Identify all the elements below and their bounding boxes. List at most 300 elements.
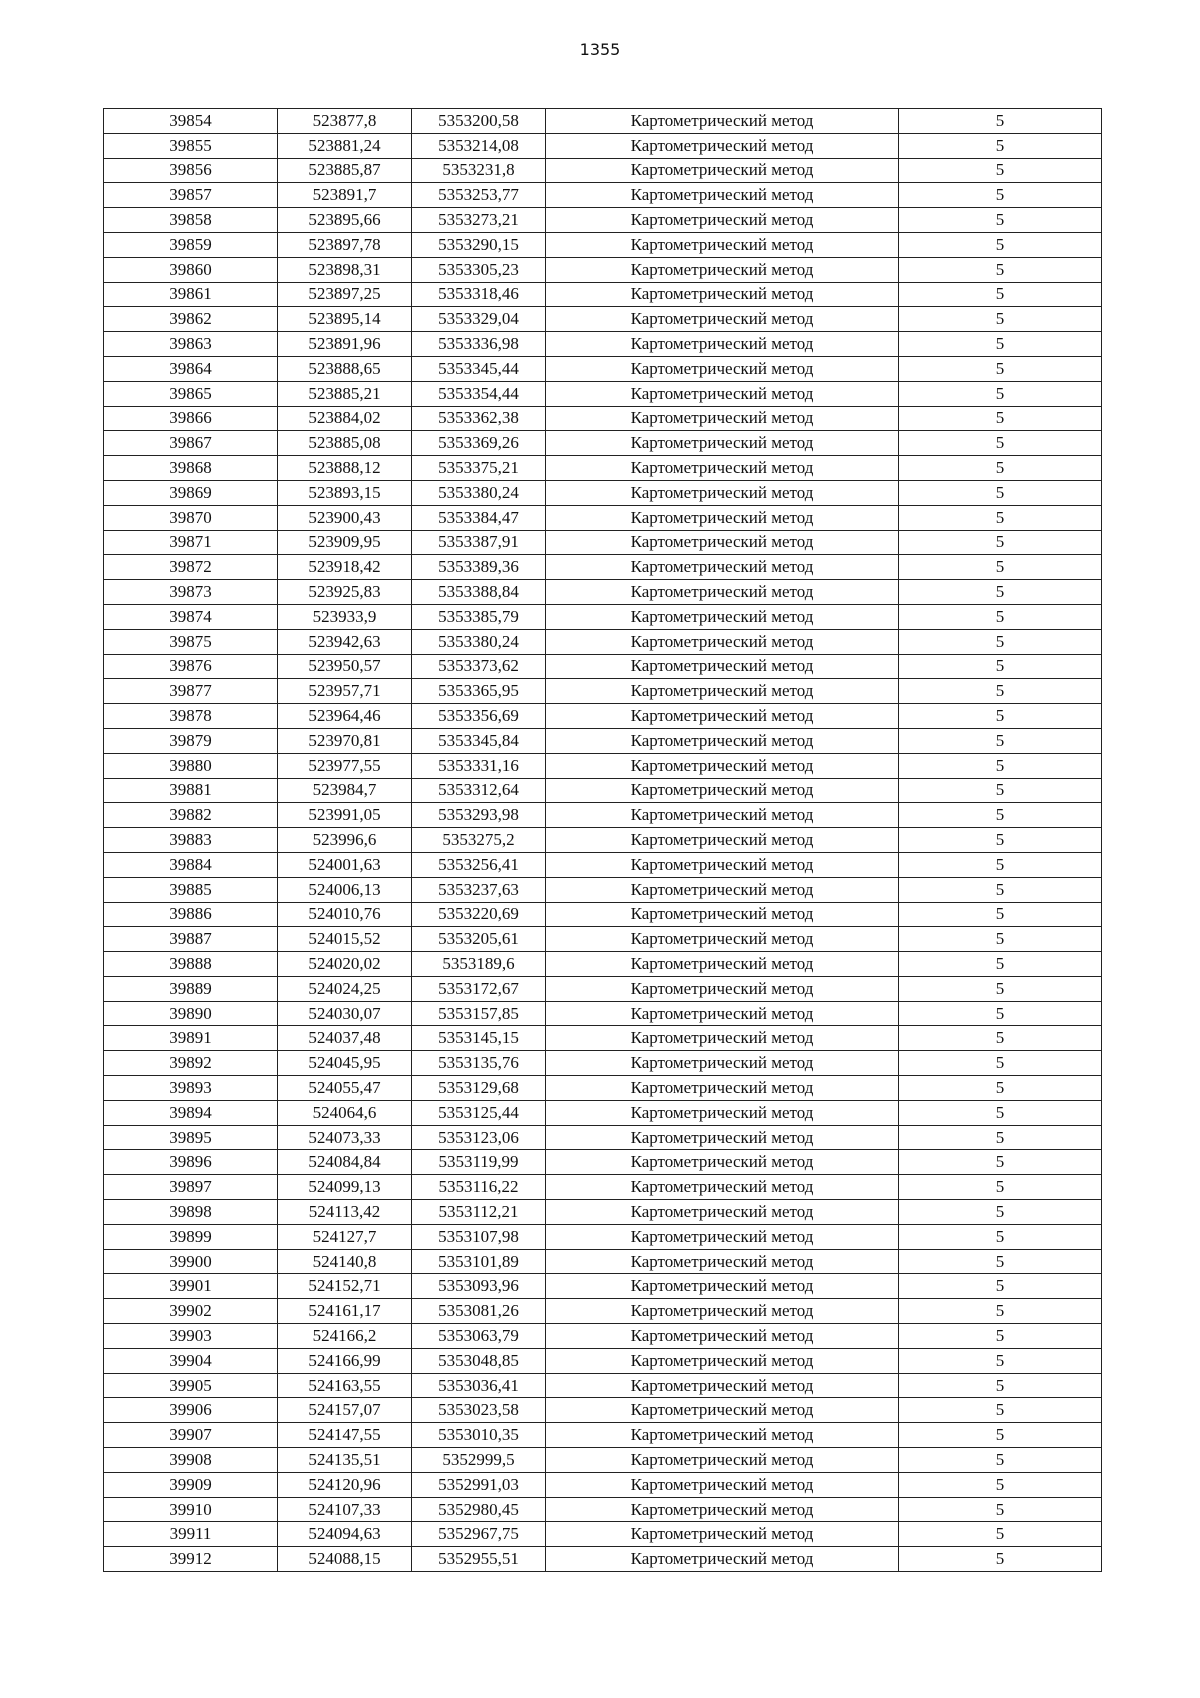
accuracy-cell: 5 (899, 1373, 1102, 1398)
y-coordinate-cell: 5353036,41 (412, 1373, 546, 1398)
y-coordinate-cell: 5353305,23 (412, 257, 546, 282)
y-coordinate-cell: 5353318,46 (412, 282, 546, 307)
coordinates-table-body (104, 109, 1102, 1572)
method-cell: Картометрический метод (546, 1249, 899, 1274)
y-coordinate-cell: 5352967,75 (412, 1522, 546, 1547)
method-cell: Картометрический метод (546, 381, 899, 406)
method-cell: Картометрический метод (546, 902, 899, 927)
table-row (104, 1547, 1102, 1572)
y-coordinate-cell: 5353253,77 (412, 183, 546, 208)
accuracy-cell: 5 (899, 406, 1102, 431)
point-number-cell: 39866 (104, 406, 278, 431)
y-coordinate-cell: 5353387,91 (412, 530, 546, 555)
point-number-cell: 39871 (104, 530, 278, 555)
method-cell: Картометрический метод (546, 208, 899, 233)
method-cell: Картометрический метод (546, 1026, 899, 1051)
x-coordinate-cell: 524099,13 (278, 1175, 412, 1200)
method-cell: Картометрический метод (546, 1224, 899, 1249)
x-coordinate-cell: 523991,05 (278, 803, 412, 828)
point-number-cell: 39907 (104, 1423, 278, 1448)
x-coordinate-cell: 524161,17 (278, 1299, 412, 1324)
x-coordinate-cell: 524037,48 (278, 1026, 412, 1051)
y-coordinate-cell: 5353293,98 (412, 803, 546, 828)
table-row (104, 976, 1102, 1001)
accuracy-cell: 5 (899, 852, 1102, 877)
x-coordinate-cell: 523977,55 (278, 753, 412, 778)
table-row (104, 1497, 1102, 1522)
accuracy-cell: 5 (899, 604, 1102, 629)
method-cell: Картометрический метод (546, 580, 899, 605)
point-number-cell: 39855 (104, 133, 278, 158)
y-coordinate-cell: 5353331,16 (412, 753, 546, 778)
point-number-cell: 39889 (104, 976, 278, 1001)
method-cell: Картометрический метод (546, 1150, 899, 1175)
accuracy-cell: 5 (899, 555, 1102, 580)
table-row (104, 803, 1102, 828)
point-number-cell: 39861 (104, 282, 278, 307)
x-coordinate-cell: 523984,7 (278, 778, 412, 803)
point-number-cell: 39856 (104, 158, 278, 183)
y-coordinate-cell: 5353369,26 (412, 431, 546, 456)
y-coordinate-cell: 5353385,79 (412, 604, 546, 629)
table-row (104, 456, 1102, 481)
y-coordinate-cell: 5353389,36 (412, 555, 546, 580)
x-coordinate-cell: 524147,55 (278, 1423, 412, 1448)
point-number-cell: 39892 (104, 1051, 278, 1076)
point-number-cell: 39880 (104, 753, 278, 778)
point-number-cell: 39897 (104, 1175, 278, 1200)
x-coordinate-cell: 523897,25 (278, 282, 412, 307)
x-coordinate-cell: 523996,6 (278, 828, 412, 853)
point-number-cell: 39891 (104, 1026, 278, 1051)
point-number-cell: 39900 (104, 1249, 278, 1274)
y-coordinate-cell: 5353290,15 (412, 232, 546, 257)
method-cell: Картометрический метод (546, 530, 899, 555)
point-number-cell: 39885 (104, 877, 278, 902)
y-coordinate-cell: 5353312,64 (412, 778, 546, 803)
y-coordinate-cell: 5353214,08 (412, 133, 546, 158)
accuracy-cell: 5 (899, 1398, 1102, 1423)
table-row (104, 1448, 1102, 1473)
point-number-cell: 39909 (104, 1472, 278, 1497)
point-number-cell: 39894 (104, 1100, 278, 1125)
method-cell: Картометрический метод (546, 654, 899, 679)
method-cell: Картометрический метод (546, 158, 899, 183)
table-row (104, 1224, 1102, 1249)
method-cell: Картометрический метод (546, 1051, 899, 1076)
table-row (104, 1423, 1102, 1448)
table-row (104, 679, 1102, 704)
point-number-cell: 39859 (104, 232, 278, 257)
table-row (104, 952, 1102, 977)
y-coordinate-cell: 5353329,04 (412, 307, 546, 332)
method-cell: Картометрический метод (546, 1125, 899, 1150)
point-number-cell: 39862 (104, 307, 278, 332)
method-cell: Картометрический метод (546, 505, 899, 530)
table-row (104, 480, 1102, 505)
method-cell: Картометрический метод (546, 257, 899, 282)
table-row (104, 927, 1102, 952)
point-number-cell: 39893 (104, 1076, 278, 1101)
x-coordinate-cell: 524020,02 (278, 952, 412, 977)
table-row (104, 307, 1102, 332)
table-row (104, 604, 1102, 629)
x-coordinate-cell: 524010,76 (278, 902, 412, 927)
method-cell: Картометрический метод (546, 704, 899, 729)
method-cell: Картометрический метод (546, 555, 899, 580)
point-number-cell: 39902 (104, 1299, 278, 1324)
x-coordinate-cell: 523957,71 (278, 679, 412, 704)
table-row (104, 555, 1102, 580)
x-coordinate-cell: 523891,96 (278, 332, 412, 357)
accuracy-cell: 5 (899, 952, 1102, 977)
accuracy-cell: 5 (899, 1274, 1102, 1299)
y-coordinate-cell: 5352955,51 (412, 1547, 546, 1572)
point-number-cell: 39882 (104, 803, 278, 828)
y-coordinate-cell: 5353112,21 (412, 1200, 546, 1225)
point-number-cell: 39901 (104, 1274, 278, 1299)
method-cell: Картометрический метод (546, 456, 899, 481)
point-number-cell: 39869 (104, 480, 278, 505)
method-cell: Картометрический метод (546, 133, 899, 158)
table-row (104, 406, 1102, 431)
method-cell: Картометрический метод (546, 1274, 899, 1299)
x-coordinate-cell: 524157,07 (278, 1398, 412, 1423)
method-cell: Картометрический метод (546, 109, 899, 134)
x-coordinate-cell: 523925,83 (278, 580, 412, 605)
accuracy-cell: 5 (899, 877, 1102, 902)
x-coordinate-cell: 524166,99 (278, 1348, 412, 1373)
x-coordinate-cell: 524001,63 (278, 852, 412, 877)
accuracy-cell: 5 (899, 1175, 1102, 1200)
y-coordinate-cell: 5353273,21 (412, 208, 546, 233)
y-coordinate-cell: 5353116,22 (412, 1175, 546, 1200)
x-coordinate-cell: 524094,63 (278, 1522, 412, 1547)
table-row (104, 1051, 1102, 1076)
point-number-cell: 39905 (104, 1373, 278, 1398)
point-number-cell: 39888 (104, 952, 278, 977)
accuracy-cell: 5 (899, 1224, 1102, 1249)
x-coordinate-cell: 524152,71 (278, 1274, 412, 1299)
method-cell: Картометрический метод (546, 332, 899, 357)
table-row (104, 282, 1102, 307)
method-cell: Картометрический метод (546, 1547, 899, 1572)
table-row (104, 1274, 1102, 1299)
accuracy-cell: 5 (899, 1125, 1102, 1150)
accuracy-cell: 5 (899, 282, 1102, 307)
y-coordinate-cell: 5353345,84 (412, 728, 546, 753)
y-coordinate-cell: 5352991,03 (412, 1472, 546, 1497)
y-coordinate-cell: 5353205,61 (412, 927, 546, 952)
method-cell: Картометрический метод (546, 1324, 899, 1349)
accuracy-cell: 5 (899, 109, 1102, 134)
point-number-cell: 39904 (104, 1348, 278, 1373)
x-coordinate-cell: 523950,57 (278, 654, 412, 679)
point-number-cell: 39903 (104, 1324, 278, 1349)
point-number-cell: 39896 (104, 1150, 278, 1175)
accuracy-cell: 5 (899, 1472, 1102, 1497)
y-coordinate-cell: 5353237,63 (412, 877, 546, 902)
x-coordinate-cell: 524166,2 (278, 1324, 412, 1349)
accuracy-cell: 5 (899, 902, 1102, 927)
point-number-cell: 39886 (104, 902, 278, 927)
accuracy-cell: 5 (899, 208, 1102, 233)
table-row (104, 1299, 1102, 1324)
method-cell: Картометрический метод (546, 778, 899, 803)
x-coordinate-cell: 524163,55 (278, 1373, 412, 1398)
point-number-cell: 39899 (104, 1224, 278, 1249)
x-coordinate-cell: 524127,7 (278, 1224, 412, 1249)
accuracy-cell: 5 (899, 728, 1102, 753)
x-coordinate-cell: 523888,65 (278, 356, 412, 381)
table-row (104, 158, 1102, 183)
point-number-cell: 39854 (104, 109, 278, 134)
table-row (104, 356, 1102, 381)
method-cell: Картометрический метод (546, 629, 899, 654)
x-coordinate-cell: 523933,9 (278, 604, 412, 629)
table-row (104, 1026, 1102, 1051)
x-coordinate-cell: 523970,81 (278, 728, 412, 753)
method-cell: Картометрический метод (546, 1497, 899, 1522)
accuracy-cell: 5 (899, 1448, 1102, 1473)
table-row (104, 431, 1102, 456)
accuracy-cell: 5 (899, 1001, 1102, 1026)
y-coordinate-cell: 5353362,38 (412, 406, 546, 431)
method-cell: Картометрический метод (546, 1448, 899, 1473)
accuracy-cell: 5 (899, 381, 1102, 406)
y-coordinate-cell: 5353275,2 (412, 828, 546, 853)
method-cell: Картометрический метод (546, 1076, 899, 1101)
x-coordinate-cell: 524120,96 (278, 1472, 412, 1497)
x-coordinate-cell: 523900,43 (278, 505, 412, 530)
accuracy-cell: 5 (899, 431, 1102, 456)
x-coordinate-cell: 524015,52 (278, 927, 412, 952)
x-coordinate-cell: 523885,08 (278, 431, 412, 456)
point-number-cell: 39860 (104, 257, 278, 282)
coordinates-table (103, 108, 1102, 1572)
accuracy-cell: 5 (899, 1547, 1102, 1572)
point-number-cell: 39873 (104, 580, 278, 605)
y-coordinate-cell: 5353093,96 (412, 1274, 546, 1299)
point-number-cell: 39875 (104, 629, 278, 654)
accuracy-cell: 5 (899, 1200, 1102, 1225)
x-coordinate-cell: 523909,95 (278, 530, 412, 555)
y-coordinate-cell: 5353345,44 (412, 356, 546, 381)
method-cell: Картометрический метод (546, 927, 899, 952)
x-coordinate-cell: 523884,02 (278, 406, 412, 431)
table-row (104, 1150, 1102, 1175)
table-row (104, 1398, 1102, 1423)
point-number-cell: 39865 (104, 381, 278, 406)
method-cell: Картометрический метод (546, 282, 899, 307)
table-row (104, 753, 1102, 778)
table-row (104, 505, 1102, 530)
x-coordinate-cell: 523893,15 (278, 480, 412, 505)
table-row (104, 654, 1102, 679)
table-row (104, 1100, 1102, 1125)
y-coordinate-cell: 5352999,5 (412, 1448, 546, 1473)
y-coordinate-cell: 5353375,21 (412, 456, 546, 481)
y-coordinate-cell: 5353107,98 (412, 1224, 546, 1249)
accuracy-cell: 5 (899, 257, 1102, 282)
accuracy-cell: 5 (899, 1299, 1102, 1324)
table-row (104, 1348, 1102, 1373)
x-coordinate-cell: 524064,6 (278, 1100, 412, 1125)
x-coordinate-cell: 523898,31 (278, 257, 412, 282)
table-row (104, 1472, 1102, 1497)
y-coordinate-cell: 5353189,6 (412, 952, 546, 977)
point-number-cell: 39895 (104, 1125, 278, 1150)
accuracy-cell: 5 (899, 307, 1102, 332)
accuracy-cell: 5 (899, 232, 1102, 257)
table-row (104, 1200, 1102, 1225)
point-number-cell: 39867 (104, 431, 278, 456)
table-row (104, 1076, 1102, 1101)
x-coordinate-cell: 524030,07 (278, 1001, 412, 1026)
accuracy-cell: 5 (899, 1522, 1102, 1547)
x-coordinate-cell: 523881,24 (278, 133, 412, 158)
point-number-cell: 39890 (104, 1001, 278, 1026)
x-coordinate-cell: 524113,42 (278, 1200, 412, 1225)
table-row (104, 877, 1102, 902)
accuracy-cell: 5 (899, 332, 1102, 357)
x-coordinate-cell: 524088,15 (278, 1547, 412, 1572)
method-cell: Картометрический метод (546, 1348, 899, 1373)
y-coordinate-cell: 5353129,68 (412, 1076, 546, 1101)
x-coordinate-cell: 523895,66 (278, 208, 412, 233)
accuracy-cell: 5 (899, 480, 1102, 505)
x-coordinate-cell: 524140,8 (278, 1249, 412, 1274)
point-number-cell: 39884 (104, 852, 278, 877)
table-row (104, 183, 1102, 208)
x-coordinate-cell: 524084,84 (278, 1150, 412, 1175)
method-cell: Картометрический метод (546, 1001, 899, 1026)
x-coordinate-cell: 523888,12 (278, 456, 412, 481)
y-coordinate-cell: 5353220,69 (412, 902, 546, 927)
method-cell: Картометрический метод (546, 1200, 899, 1225)
table-row (104, 728, 1102, 753)
point-number-cell: 39881 (104, 778, 278, 803)
method-cell: Картометрический метод (546, 852, 899, 877)
y-coordinate-cell: 5353354,44 (412, 381, 546, 406)
point-number-cell: 39857 (104, 183, 278, 208)
table-row (104, 704, 1102, 729)
method-cell: Картометрический метод (546, 431, 899, 456)
table-row (104, 580, 1102, 605)
point-number-cell: 39863 (104, 332, 278, 357)
accuracy-cell: 5 (899, 976, 1102, 1001)
method-cell: Картометрический метод (546, 1423, 899, 1448)
accuracy-cell: 5 (899, 456, 1102, 481)
accuracy-cell: 5 (899, 183, 1102, 208)
method-cell: Картометрический метод (546, 1398, 899, 1423)
accuracy-cell: 5 (899, 753, 1102, 778)
method-cell: Картометрический метод (546, 183, 899, 208)
table-row (104, 1522, 1102, 1547)
table-row (104, 208, 1102, 233)
table-row (104, 1373, 1102, 1398)
x-coordinate-cell: 524073,33 (278, 1125, 412, 1150)
point-number-cell: 39868 (104, 456, 278, 481)
table-row (104, 902, 1102, 927)
x-coordinate-cell: 523897,78 (278, 232, 412, 257)
y-coordinate-cell: 5353063,79 (412, 1324, 546, 1349)
accuracy-cell: 5 (899, 580, 1102, 605)
y-coordinate-cell: 5353373,62 (412, 654, 546, 679)
point-number-cell: 39878 (104, 704, 278, 729)
y-coordinate-cell: 5353101,89 (412, 1249, 546, 1274)
point-number-cell: 39908 (104, 1448, 278, 1473)
y-coordinate-cell: 5353010,35 (412, 1423, 546, 1448)
method-cell: Картометрический метод (546, 877, 899, 902)
method-cell: Картометрический метод (546, 828, 899, 853)
point-number-cell: 39879 (104, 728, 278, 753)
accuracy-cell: 5 (899, 654, 1102, 679)
table-row (104, 1175, 1102, 1200)
table-row (104, 257, 1102, 282)
method-cell: Картометрический метод (546, 232, 899, 257)
table-row (104, 133, 1102, 158)
accuracy-cell: 5 (899, 505, 1102, 530)
table-row (104, 852, 1102, 877)
point-number-cell: 39858 (104, 208, 278, 233)
accuracy-cell: 5 (899, 133, 1102, 158)
y-coordinate-cell: 5353200,58 (412, 109, 546, 134)
method-cell: Картометрический метод (546, 1373, 899, 1398)
table-row (104, 828, 1102, 853)
method-cell: Картометрический метод (546, 1522, 899, 1547)
accuracy-cell: 5 (899, 158, 1102, 183)
point-number-cell: 39874 (104, 604, 278, 629)
accuracy-cell: 5 (899, 679, 1102, 704)
x-coordinate-cell: 523885,21 (278, 381, 412, 406)
table-row (104, 232, 1102, 257)
point-number-cell: 39906 (104, 1398, 278, 1423)
y-coordinate-cell: 5353256,41 (412, 852, 546, 877)
y-coordinate-cell: 5353135,76 (412, 1051, 546, 1076)
table-row (104, 332, 1102, 357)
y-coordinate-cell: 5353231,8 (412, 158, 546, 183)
method-cell: Картометрический метод (546, 307, 899, 332)
accuracy-cell: 5 (899, 704, 1102, 729)
method-cell: Картометрический метод (546, 1100, 899, 1125)
x-coordinate-cell: 523895,14 (278, 307, 412, 332)
x-coordinate-cell: 523964,46 (278, 704, 412, 729)
table-row (104, 1324, 1102, 1349)
accuracy-cell: 5 (899, 629, 1102, 654)
x-coordinate-cell: 524055,47 (278, 1076, 412, 1101)
accuracy-cell: 5 (899, 1249, 1102, 1274)
x-coordinate-cell: 524006,13 (278, 877, 412, 902)
table-row (104, 778, 1102, 803)
accuracy-cell: 5 (899, 530, 1102, 555)
y-coordinate-cell: 5353356,69 (412, 704, 546, 729)
point-number-cell: 39870 (104, 505, 278, 530)
method-cell: Картометрический метод (546, 1175, 899, 1200)
y-coordinate-cell: 5353380,24 (412, 480, 546, 505)
method-cell: Картометрический метод (546, 356, 899, 381)
point-number-cell: 39876 (104, 654, 278, 679)
accuracy-cell: 5 (899, 778, 1102, 803)
accuracy-cell: 5 (899, 1497, 1102, 1522)
x-coordinate-cell: 524045,95 (278, 1051, 412, 1076)
point-number-cell: 39911 (104, 1522, 278, 1547)
method-cell: Картометрический метод (546, 976, 899, 1001)
accuracy-cell: 5 (899, 1150, 1102, 1175)
x-coordinate-cell: 524135,51 (278, 1448, 412, 1473)
point-number-cell: 39912 (104, 1547, 278, 1572)
x-coordinate-cell: 523885,87 (278, 158, 412, 183)
